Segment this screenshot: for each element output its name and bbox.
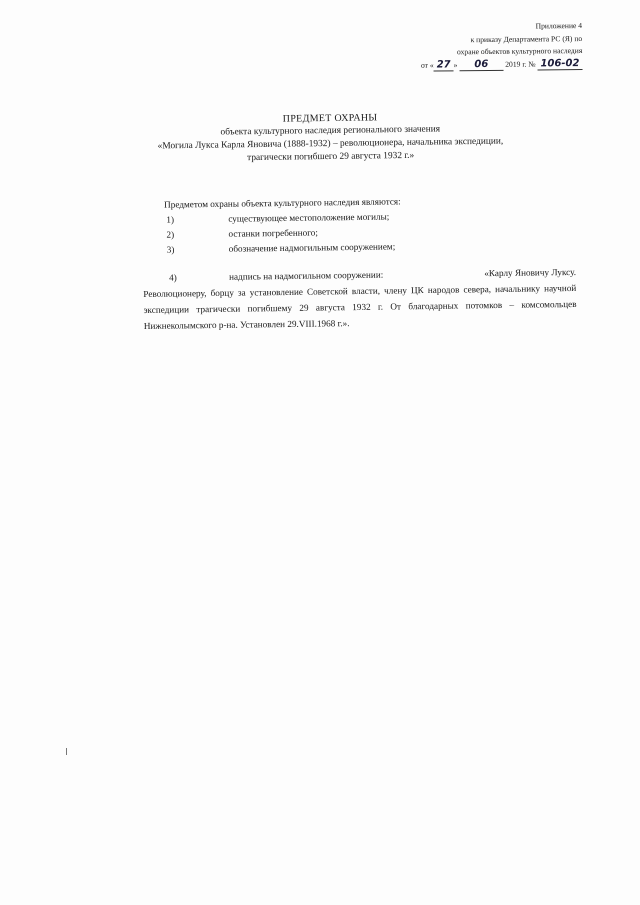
inscription-text: Революционеру, борцу за установление Советской власти, члену ЦК народов севера, начальнику научной экспедиции трагически погибшему 29 августа 1932 г. От благодарных потомков – комсомольцев Нижнеколымского р-на. Установлен 29.VIII.1968 г.». (143, 282, 577, 331)
list-intro: Предметом охраны объекта культурного наследия являются: (164, 196, 401, 210)
order-quote-close: » (453, 59, 458, 69)
list-item-number: 1) (166, 214, 175, 225)
order-month-handwritten: 06 (459, 59, 503, 70)
order-day-handwritten: 27 (434, 60, 454, 71)
appendix-line-3: охране объектов культурного наследия (456, 45, 583, 57)
appendix-header (382, 20, 583, 72)
protection-subject-list (140, 192, 576, 258)
order-prefix: от « (420, 60, 434, 70)
inscription-label: надпись на надмогильном сооружении: (229, 269, 384, 282)
heading-line-4: трагически погибшего 29 августа 1932 г.» (247, 150, 415, 164)
list-item-number: 3) (166, 244, 175, 255)
appendix-line-2: к приказу Департамента РС (Я) по (470, 33, 583, 44)
heading-line-2: объекта культурного наследия регионального значения (220, 124, 441, 138)
inscription-quote-start: «Карлу Яновичу Луксу. (484, 266, 577, 279)
order-year: 2019 г. № (505, 58, 536, 69)
list-item-number: 2) (166, 229, 175, 240)
scan-mark (66, 748, 67, 755)
order-number-handwritten: 106-02 (537, 58, 582, 69)
list-item-number: 4) (169, 272, 177, 283)
appendix-line-1: Приложение 4 (535, 20, 583, 31)
heading-title: ПРЕДМЕТ ОХРАНЫ (282, 112, 378, 125)
heading-line-3: «Могила Лукса Карла Яновича (1888-1932) – революционера, начальника экспедиции, (157, 136, 504, 152)
document-heading (130, 109, 531, 167)
list-item-text: обозначение надмогильным сооружением; (228, 241, 396, 254)
inscription-paragraph (143, 264, 577, 334)
list-item-text: останки погребенного; (228, 227, 318, 239)
order-date-line (382, 57, 582, 72)
list-item-text: существующее местоположение могилы; (228, 211, 390, 224)
